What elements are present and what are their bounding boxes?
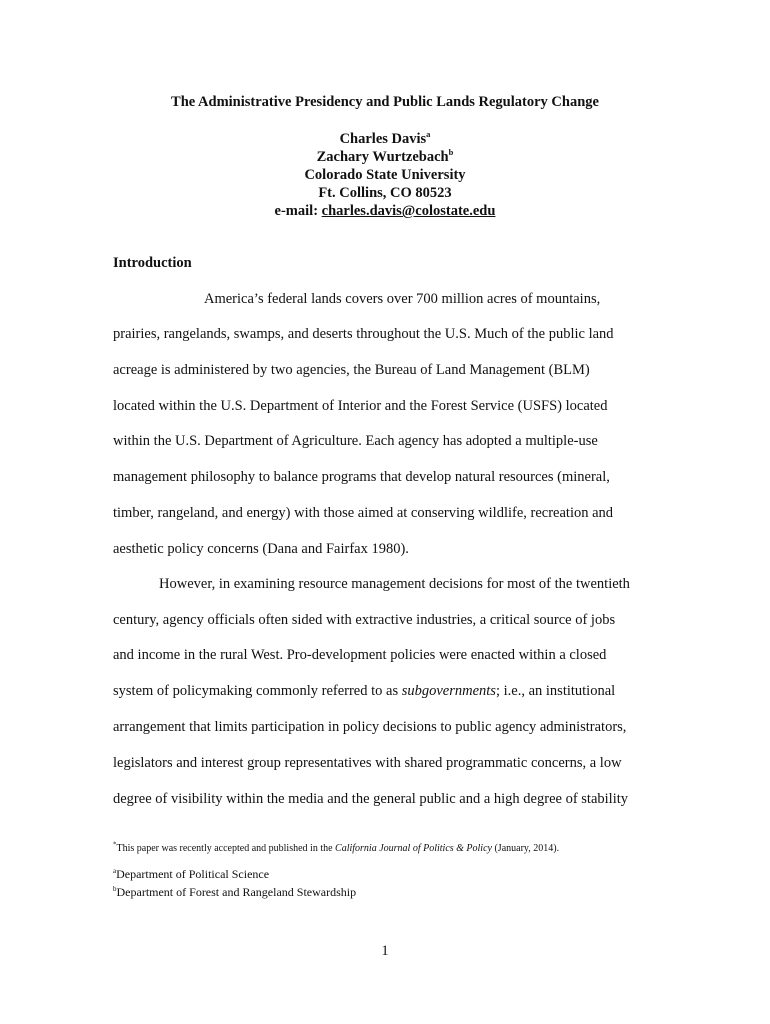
body-line-with-italic: [113, 683, 615, 700]
body-line: degree of visibility within the media and the general public and a high degree of stability: [113, 791, 628, 807]
email-link[interactable]: charles.davis@colostate.edu: [321, 203, 496, 219]
body-line: America’s federal lands covers over 700 million acres of mountains,: [204, 291, 601, 307]
footnote-star: [113, 840, 560, 854]
body-line: century, agency officials often sided with extractive industries, a critical source of jobs: [113, 612, 616, 628]
body-line: and income in the rural West. Pro-development policies were enacted within a closed: [113, 647, 607, 663]
affiliation-university: Colorado State University: [304, 167, 466, 183]
author-1: [0, 130, 770, 148]
footnote-star-mark: *: [113, 840, 117, 849]
footnote-b-text: Department of Forest and Rangeland Stewardship: [116, 885, 357, 899]
author-2-sup: b: [448, 147, 454, 158]
footnote-star-after: (January, 2014).: [491, 843, 560, 854]
page-number: 1: [381, 943, 389, 959]
author-1-sup: a: [426, 129, 431, 140]
body-line: arrangement that limits participation in policy decisions to public agency administrators,: [113, 719, 627, 735]
body-line: legislators and interest group representatives with shared programmatic concerns, a low: [113, 755, 622, 771]
body-line-text-after: ; i.e., an institutional: [495, 683, 616, 699]
footnote-a-text: Department of Political Science: [116, 867, 270, 881]
footnote-a: [113, 867, 269, 882]
email-line: [0, 202, 770, 220]
email-label: e-mail:: [274, 203, 319, 219]
author-2: [0, 148, 770, 166]
italic-term: subgovernments: [401, 683, 496, 699]
body-line: aesthetic policy concerns (Dana and Fairfax 1980).: [113, 541, 409, 557]
affiliation-location: Ft. Collins, CO 80523: [318, 185, 452, 201]
body-line-text: system of policymaking commonly referred to as: [113, 683, 402, 699]
footnote-b-mark: b: [113, 885, 117, 893]
body-line: However, in examining resource management decisions for most of the twentieth: [159, 576, 630, 592]
footnote-a-mark: a: [113, 867, 117, 875]
body-line: within the U.S. Department of Agriculture. Each agency has adopted a multiple-use: [113, 433, 598, 449]
paper-title: The Administrative Presidency and Public Lands Regulatory Change: [171, 94, 599, 110]
section-heading-introduction: Introduction: [113, 255, 192, 271]
footnote-star-text: This paper was recently accepted and published in the: [116, 843, 336, 854]
author-2-name: Zachary Wurtzebach: [316, 149, 449, 165]
body-line: timber, rangeland, and energy) with those aimed at conserving wildlife, recreation and: [113, 505, 614, 521]
body-line: management philosophy to balance programs that develop natural resources (mineral,: [113, 469, 610, 485]
author-1-name: Charles Davis: [339, 131, 427, 147]
footnote-b: [113, 885, 356, 900]
body-line: located within the U.S. Department of Interior and the Forest Service (USFS) located: [113, 398, 608, 414]
body-line: acreage is administered by two agencies, the Bureau of Land Management (BLM): [113, 362, 590, 378]
body-line: prairies, rangelands, swamps, and deserts throughout the U.S. Much of the public land: [113, 326, 614, 342]
footnote-journal: California Journal of Politics & Policy: [335, 843, 492, 854]
